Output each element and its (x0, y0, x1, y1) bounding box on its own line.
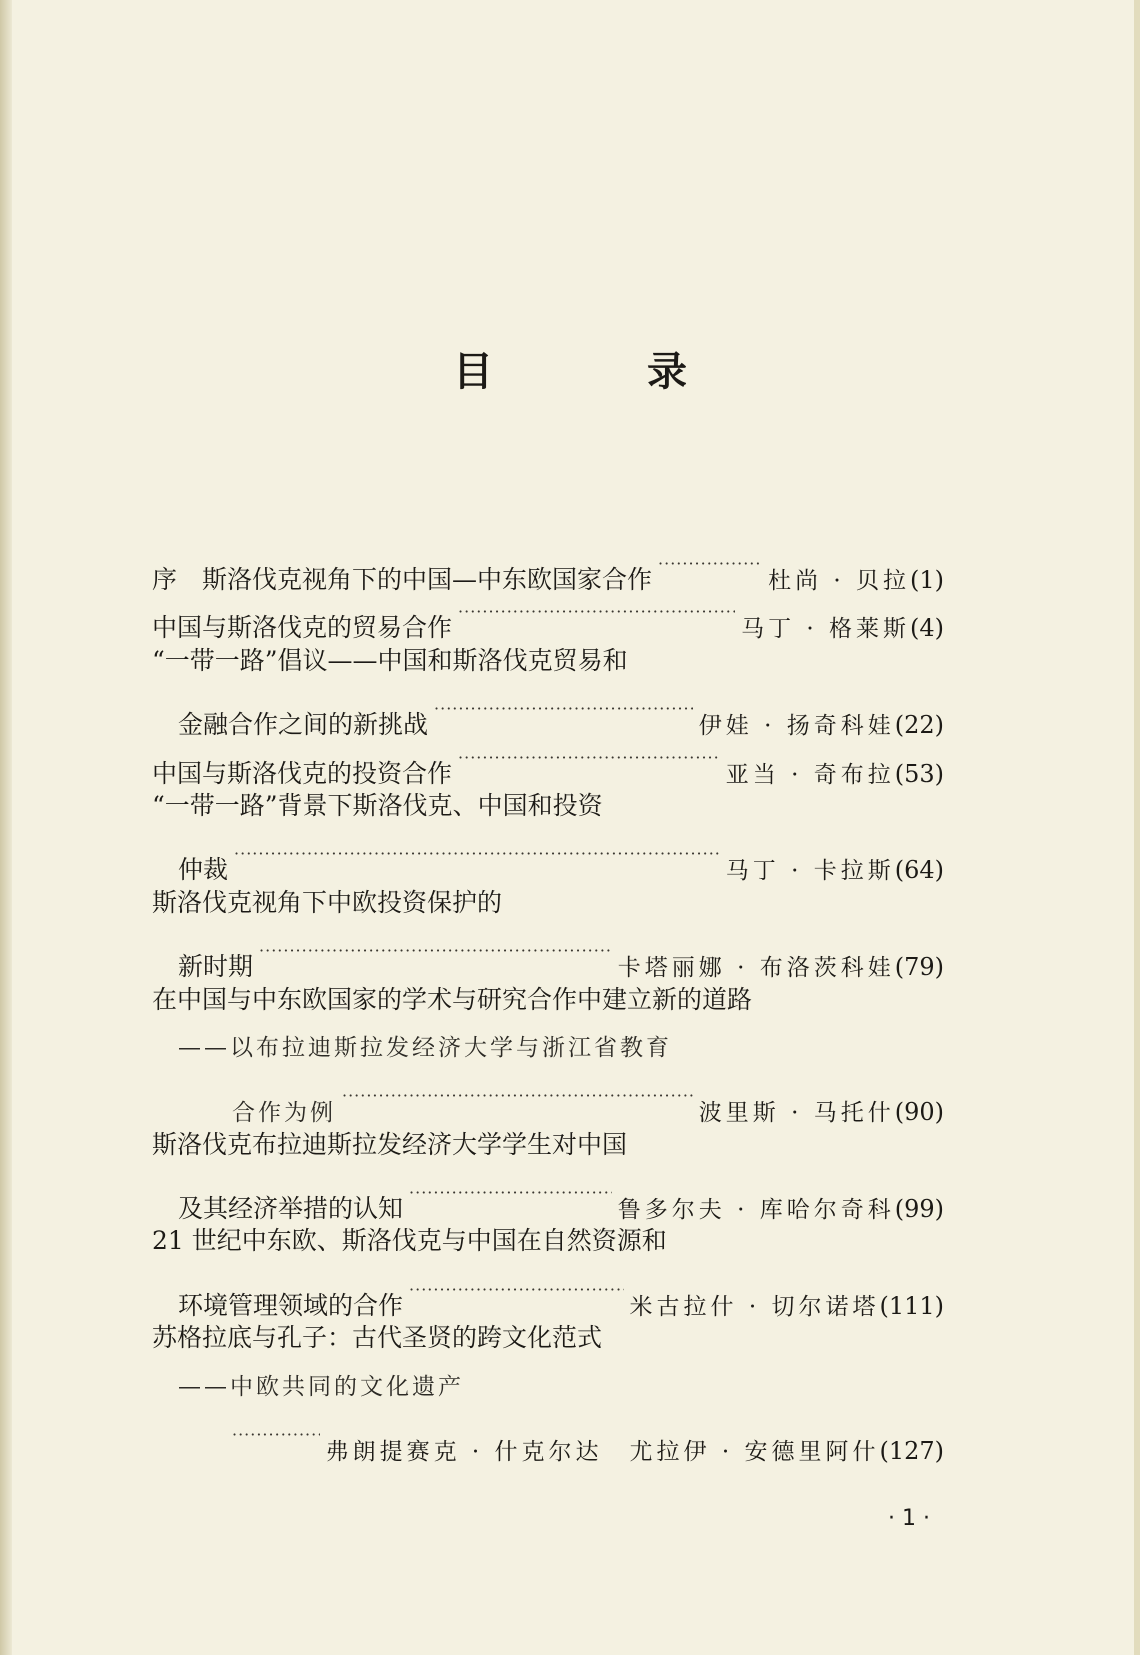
page-title: 目 录 (453, 349, 757, 395)
toc-entry-page: (79) (894, 953, 944, 982)
toc-entry-title: 金融合作之间的新挑战 (178, 710, 429, 740)
toc-entry-subtitle-text: ——以布拉迪斯拉发经济大学与浙江省教育 (178, 1034, 672, 1061)
toc-entry-author: 伊娃 · 扬奇科娃 (698, 713, 895, 740)
toc-entry-page: (22) (894, 711, 944, 740)
toc-entry-preface[interactable] (152, 540, 944, 594)
toc-entry-title: 中国与斯洛伐克的贸易合作 (152, 613, 453, 643)
dot-leader (232, 1411, 320, 1459)
toc-entry-subtitle (152, 1363, 944, 1411)
toc-entry-continuation[interactable] (152, 1169, 944, 1224)
toc-entry-continuation[interactable] (152, 1266, 944, 1320)
toc-entry-page: (111) (879, 1291, 944, 1320)
toc-entry-title: 环境管理领域的合作 (178, 1290, 404, 1320)
toc-entry-author: 亚当 · 奇布拉 (725, 761, 895, 788)
toc-entry-continuation[interactable] (152, 1072, 944, 1127)
toc-entry-title: 序 斯洛伐克视角下的中国—中东欧国家合作 (152, 565, 653, 594)
toc-entry-author: 马丁 · 卡拉斯 (725, 858, 895, 885)
toc-entry-title: 中国与斯洛伐克的投资合作 (152, 758, 453, 788)
dot-leader (342, 1072, 693, 1120)
page-number: · 1 · (888, 1506, 930, 1531)
toc-entry-continuation[interactable] (152, 1411, 944, 1466)
toc-entry-title: 新时期 (178, 952, 254, 982)
toc-entry-title: “一带一路”倡议——中国和斯洛伐克贸易和 (152, 645, 628, 675)
toc-entry-author: 马丁 · 格莱斯 (741, 616, 910, 643)
toc-entry-subtitle-text: 合作为例 (232, 1100, 336, 1127)
toc-entry-title: “一带一路”背景下斯洛伐克、中国和投资 (152, 790, 603, 820)
toc-entry-title: 斯洛伐克布拉迪斯拉发经济大学学生对中国 (152, 1129, 628, 1159)
toc-entry-title: 苏格拉底与孔子：古代圣贤的跨文化范式 (152, 1323, 603, 1353)
toc-entry-page: (127) (879, 1437, 944, 1466)
toc-entry-title: 斯洛伐克视角下中欧投资保护的 (152, 887, 503, 917)
toc-entry-continuation[interactable] (152, 830, 944, 885)
toc-entry-subtitle-text: ——中欧共同的文化遗产 (178, 1373, 464, 1400)
toc-entry-title: 及其经济举措的认知 (178, 1194, 404, 1224)
toc-entry-page: (53) (894, 759, 944, 788)
page-edge (1134, 0, 1140, 1655)
toc-entry-page: (4) (910, 614, 944, 643)
table-of-contents (152, 540, 944, 1466)
toc-entry-author: 波里斯 · 马托什 (698, 1100, 895, 1127)
toc-entry-author: 杜尚 · 贝拉 (768, 568, 910, 594)
toc-entry-title: 在中国与中东欧国家的学术与研究合作中建立新的道路 (152, 984, 753, 1014)
toc-entry-page: (99) (894, 1195, 944, 1224)
toc-entry-continuation[interactable] (152, 927, 944, 982)
toc-entry-author: 卡塔丽娜 · 布洛茨科娃 (617, 955, 895, 982)
toc-entry-page: (64) (894, 856, 944, 885)
toc-entry-author: 弗朗提赛克 · 什克尔达 尤拉伊 · 安德里阿什 (325, 1439, 880, 1466)
dot-leader (658, 540, 762, 588)
toc-entry-page: (90) (894, 1098, 944, 1127)
dot-leader (234, 830, 720, 878)
toc-entry-title: 21 世纪中东欧、斯洛伐克与中国在自然资源和 (152, 1226, 667, 1256)
dot-leader (409, 1169, 612, 1217)
dot-leader (434, 685, 693, 733)
toc-entry-page: (1) (910, 566, 944, 594)
toc-entry-author: 米古拉什 · 切尔诺塔 (629, 1293, 880, 1320)
dot-leader (259, 927, 612, 975)
toc-entry-subtitle (152, 1024, 944, 1072)
toc-entry-title: 仲裁 (178, 855, 229, 885)
toc-entry-author: 鲁多尔夫 · 库哈尔奇科 (617, 1197, 895, 1224)
dot-leader (409, 1266, 624, 1314)
dot-leader (458, 588, 735, 636)
page-gutter-shadow (0, 0, 12, 1655)
toc-entry-continuation[interactable] (152, 685, 944, 740)
dot-leader (458, 734, 720, 782)
